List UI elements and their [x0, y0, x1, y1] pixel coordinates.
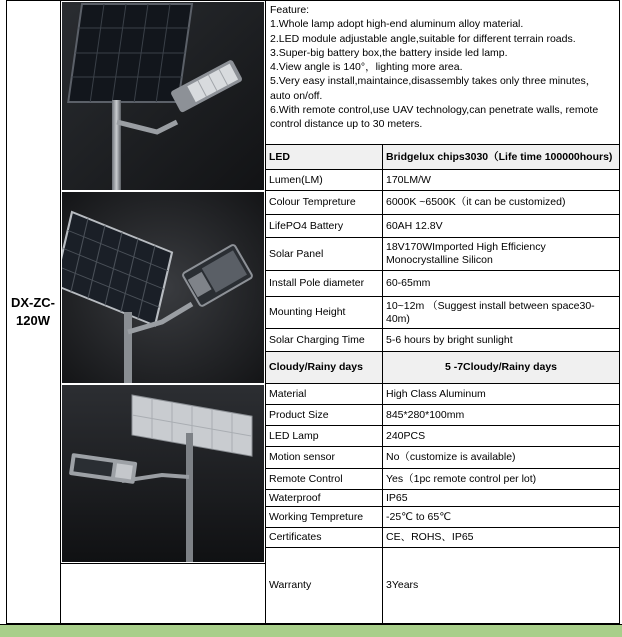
spec-label-led: LED [266, 145, 382, 169]
feature-item: 4.View angle is 140°，lighting more area. [270, 61, 463, 74]
spec-value-pole-diameter: 60-65mm [386, 277, 431, 289]
spec-label-material: Material [269, 387, 307, 400]
table-border-right [619, 0, 620, 624]
spec-value-remote-control: Yes（1pc remote control per lot) [386, 472, 537, 485]
features-heading: Feature: [270, 4, 310, 16]
product-photo-3 [62, 385, 264, 562]
table-border [60, 0, 61, 624]
spec-value-charging-time: 5-6 hours by bright sunlight [386, 333, 513, 346]
product-photo-1 [62, 2, 264, 190]
row-divider [265, 468, 620, 469]
spec-label-colour-temp: Colour Tempreture [269, 196, 356, 208]
spec-sheet [6, 0, 620, 624]
spec-label-warranty: Warranty [269, 578, 312, 591]
row-divider [60, 563, 266, 564]
spec-value-battery: 60AH 12.8V [386, 219, 443, 232]
spec-label-cloudy-days: Cloudy/Rainy days [266, 352, 382, 383]
row-divider [265, 446, 620, 447]
spec-value-working-temp: -25℃ to 65℃ [386, 510, 452, 523]
row-divider [265, 328, 620, 329]
row-divider [265, 489, 620, 490]
spec-value-certificates: CE、ROHS、IP65 [386, 531, 474, 543]
row-divider [265, 527, 620, 528]
spec-label-solar-panel: Solar Panel [269, 247, 324, 260]
spec-value-solar-panel: 18V170WImported High Efficiency Monocrystalline Silicon [386, 241, 546, 266]
features-block [267, 2, 619, 140]
spec-label-product-size: Product Size [269, 408, 329, 421]
spec-value-cloudy-days: 5 -7Cloudy/Rainy days [383, 352, 619, 383]
row-divider [265, 383, 620, 384]
footer-band [0, 624, 622, 637]
street-light-photo-3 [62, 385, 264, 562]
spec-value-led-lamp: 240PCS [386, 429, 426, 442]
feature-item: 3.Super-big battery box,the battery inside led lamp. [270, 46, 508, 59]
feature-item: 5.Very easy install,maintaince,disassembly takes only three minutes，auto on/off. [270, 75, 597, 102]
spec-label-waterproof: Waterproof [269, 491, 321, 504]
spec-label-pole-diameter: Install Pole diameter [269, 277, 365, 289]
row-divider [265, 237, 620, 238]
feature-item: 1.Whole lamp adopt high-end aluminum alloy material. [270, 18, 524, 31]
table-border-top [6, 0, 620, 1]
street-light-photo-2 [62, 192, 264, 383]
row-divider [265, 144, 620, 145]
table-border-left [6, 0, 7, 624]
row-divider [265, 425, 620, 426]
spec-value-colour-temp: 6000K ~6500K（it can be customized) [386, 196, 566, 208]
spec-label-motion-sensor: Motion sensor [269, 451, 335, 463]
feature-item: 2.LED module adjustable angle,suitable for different terrain roads. [270, 32, 576, 45]
spec-value-motion-sensor: No（customize is available) [386, 451, 516, 463]
spec-value-led: Bridgelux chips3030（Life time 100000hours) [383, 145, 619, 169]
row-divider [265, 296, 620, 297]
product-photo-2 [62, 192, 264, 383]
row-divider [265, 214, 620, 215]
row-divider [265, 404, 620, 405]
row-divider [265, 190, 620, 191]
spec-value-product-size: 845*280*100mm [386, 408, 465, 421]
spec-label-lumen: Lumen(LM) [269, 173, 323, 186]
spec-label-working-temp: Working Tempreture [269, 510, 364, 523]
spec-label-remote-control: Remote Control [269, 472, 343, 485]
spec-label-battery: LifePO4 Battery [269, 219, 344, 232]
table-border [265, 0, 266, 624]
spec-value-mounting-height: 10~12m （Suggest install between space30-40m) [386, 299, 595, 325]
empty-photo-cell [62, 564, 264, 622]
feature-item: 6.With remote control,use UAV technology,can penetrate walls, remote control distance up to 30 meters. [270, 104, 599, 131]
row-divider [265, 547, 620, 548]
spec-label-charging-time: Solar Charging Time [269, 333, 365, 346]
street-light-photo-1 [62, 2, 264, 190]
spec-value-material: High Class Aluminum [386, 387, 486, 400]
spec-value-warranty: 3Years [386, 578, 419, 591]
spec-label-led-lamp: LED Lamp [269, 429, 319, 442]
spec-value-lumen: 170LM/W [386, 173, 431, 186]
row-divider [265, 506, 620, 507]
model-name: DX-ZC-120W [10, 295, 56, 328]
table-border [382, 145, 383, 624]
spec-label-mounting-height: Mounting Height [269, 306, 346, 318]
row-divider [265, 169, 620, 170]
row-divider [265, 270, 620, 271]
spec-label-certificates: Certificates [269, 531, 322, 543]
row-divider [265, 351, 620, 352]
spec-value-waterproof: IP65 [386, 491, 408, 504]
